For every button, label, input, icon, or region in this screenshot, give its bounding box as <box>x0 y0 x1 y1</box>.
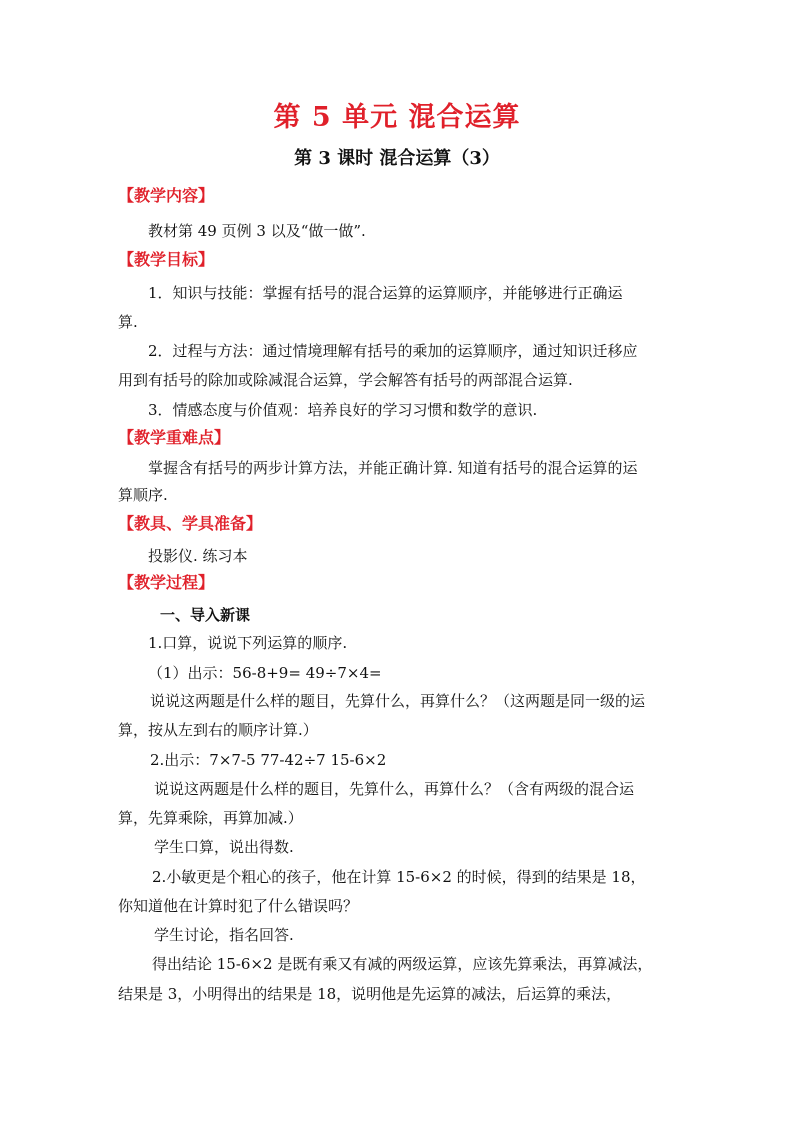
process-line: 算，先算乘除，再算加减.） <box>118 809 303 827</box>
lesson-subtitle: 第 3 课时 混合运算（3） <box>294 148 500 169</box>
goal-line: 算. <box>118 313 138 331</box>
process-line: 算，按从左到右的顺序计算.） <box>118 721 318 739</box>
process-line: 1.口算，说说下列运算的顺序. <box>148 634 348 652</box>
process-line: （1）出示：56-8+9= 49÷7×4= <box>148 664 382 682</box>
goal-line: 用到有括号的除加或除减混合运算，学会解答有括号的两部混合运算. <box>118 371 573 389</box>
process-line: 你知道他在计算时犯了什么错误吗？ <box>118 897 359 915</box>
key-point-line: 算顺序. <box>118 486 168 504</box>
section-heading-process: 【教学过程】 <box>118 573 215 592</box>
process-line: 2.小敏更是个粗心的孩子，他在计算 15-6×2 的时候，得到的结果是 18， <box>152 868 646 886</box>
process-line: 得出结论 15-6×2 是既有乘又有减的两级运算，应该先算乘法，再算减法， <box>152 955 653 973</box>
page-title: 第 5 单元 混合运算 <box>273 102 521 133</box>
tools-text: 投影仪. 练习本 <box>148 547 248 565</box>
key-point-line: 掌握含有括号的两步计算方法，并能正确计算. 知道有括号的混合运算的运 <box>148 459 638 477</box>
process-line: 学生口算，说出得数. <box>154 838 294 856</box>
section-heading-tools: 【教具、学具准备】 <box>118 514 263 533</box>
goal-line: 1．知识与技能：掌握有括号的混合运算的运算顺序，并能够进行正确运 <box>148 284 623 302</box>
content-text: 教材第 49 页例 3 以及“做一做”. <box>148 222 366 240</box>
process-line: 2.出示：7×7-5 77-42÷7 15-6×2 <box>150 751 387 769</box>
process-line: 说说这两题是什么样的题目，先算什么，再算什么？（含有两级的混合运 <box>154 780 635 798</box>
section-heading-key-points: 【教学重难点】 <box>118 428 231 447</box>
process-subheading: 一、导入新课 <box>160 606 251 624</box>
process-line: 结果是 3，小明得出的结果是 18，说明他是先运算的减法，后运算的乘法， <box>118 985 622 1003</box>
section-heading-goals: 【教学目标】 <box>118 250 215 269</box>
goal-line: 3．情感态度与价值观：培养良好的学习习惯和数学的意识. <box>148 401 538 419</box>
goal-line: 2．过程与方法：通过情境理解有括号的乘加的运算顺序，通过知识迁移应 <box>148 342 638 360</box>
section-heading-content: 【教学内容】 <box>118 186 215 205</box>
process-line: 说说这两题是什么样的题目，先算什么，再算什么？（这两题是同一级的运 <box>150 692 646 710</box>
process-line: 学生讨论，指名回答. <box>154 926 294 944</box>
